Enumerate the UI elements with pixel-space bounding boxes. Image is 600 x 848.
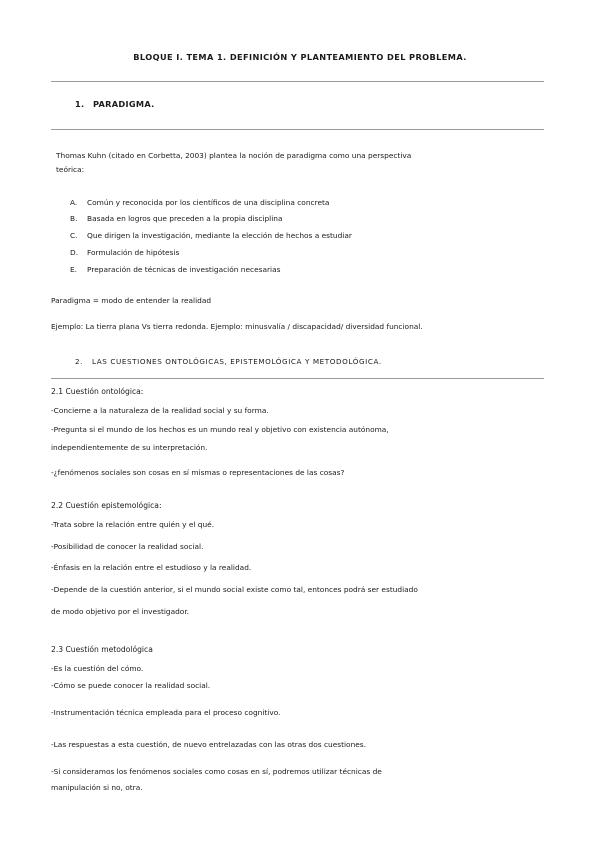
ontologica-line: -¿fenómenos sociales son cosas en sí mismas o representaciones de las cosas?	[51, 468, 345, 477]
metodologica-line: -Es la cuestión del cómo.	[51, 664, 144, 673]
section-2-divider	[51, 378, 544, 379]
ontologica-title: 2.1 Cuestión ontológica:	[51, 387, 144, 396]
section-1-heading	[75, 99, 155, 109]
ontologica-line: independientemente de su interpretación.	[51, 443, 208, 452]
section-1-number: 1.	[75, 99, 85, 109]
list-item: A. Común y reconocida por los científicos de una disciplina concreta	[70, 198, 330, 207]
metodologica-line: -Si consideramos los fenómenos sociales como cosas en sí, podremos utilizar técnicas de	[51, 767, 382, 776]
list-item: D. Formulación de hipótesis	[70, 248, 180, 257]
metodologica-line: -Las respuestas a esta cuestión, de nuevo entrelazadas con las otras dos cuestiones.	[51, 740, 366, 749]
intro-line-1: Thomas Kuhn (citado en Corbetta, 2003) plantea la noción de paradigma como una perspectiva	[56, 151, 412, 160]
title-divider	[51, 81, 544, 82]
list-item: B. Basada en logros que preceden a la propia disciplina	[70, 214, 283, 223]
section-2-title: LAS CUESTIONES ONTOLÓGICAS, EPISTEMOLÓGICA Y METODOLÓGICA.	[92, 357, 382, 366]
epistemologica-title: 2.2 Cuestión epistemológica:	[51, 501, 162, 510]
paradigm-definition: Paradigma = modo de entender la realidad	[51, 296, 212, 305]
list-item: E. Preparación de técnicas de investigación necesarias	[70, 265, 281, 274]
document-title: BLOQUE I. TEMA 1. DEFINICIÓN Y PLANTEAMIENTO DEL PROBLEMA.	[133, 52, 467, 62]
metodologica-line: -Cómo se puede conocer la realidad social.	[51, 681, 211, 690]
list-item: C. Que dirigen la investigación, mediante la elección de hechos a estudiar	[70, 231, 352, 240]
epistemologica-line: -Posibilidad de conocer la realidad social.	[51, 542, 204, 551]
epistemologica-line: de modo objetivo por el investigador.	[51, 607, 190, 616]
metodologica-line: manipulación si no, otra.	[51, 783, 143, 792]
section-2-heading	[75, 357, 382, 366]
intro-line-2: teórica:	[56, 165, 85, 174]
epistemologica-line: -Depende de la cuestión anterior, si el mundo social existe como tal, entonces podrá ser estudiado	[51, 585, 418, 594]
ontologica-line: -Concierne a la naturaleza de la realidad social y su forma.	[51, 406, 269, 415]
section-1-divider	[51, 129, 544, 130]
epistemologica-line: -Trata sobre la relación entre quién y el qué.	[51, 520, 215, 529]
section-2-number: 2.	[75, 357, 84, 366]
epistemologica-line: -Énfasis en la relación entre el estudioso y la realidad.	[51, 563, 252, 572]
paradigm-example: Ejemplo: La tierra plana Vs tierra redonda. Ejemplo: minusvalía / discapacidad/ diversidad funcional.	[51, 322, 423, 331]
section-1-title: PARADIGMA.	[93, 99, 155, 109]
metodologica-title: 2.3 Cuestión metodológica	[51, 645, 153, 654]
metodologica-line: -Instrumentación técnica empleada para el proceso cognitivo.	[51, 708, 281, 717]
ontologica-line: -Pregunta si el mundo de los hechos es un mundo real y objetivo con existencia autónoma,	[51, 425, 389, 434]
